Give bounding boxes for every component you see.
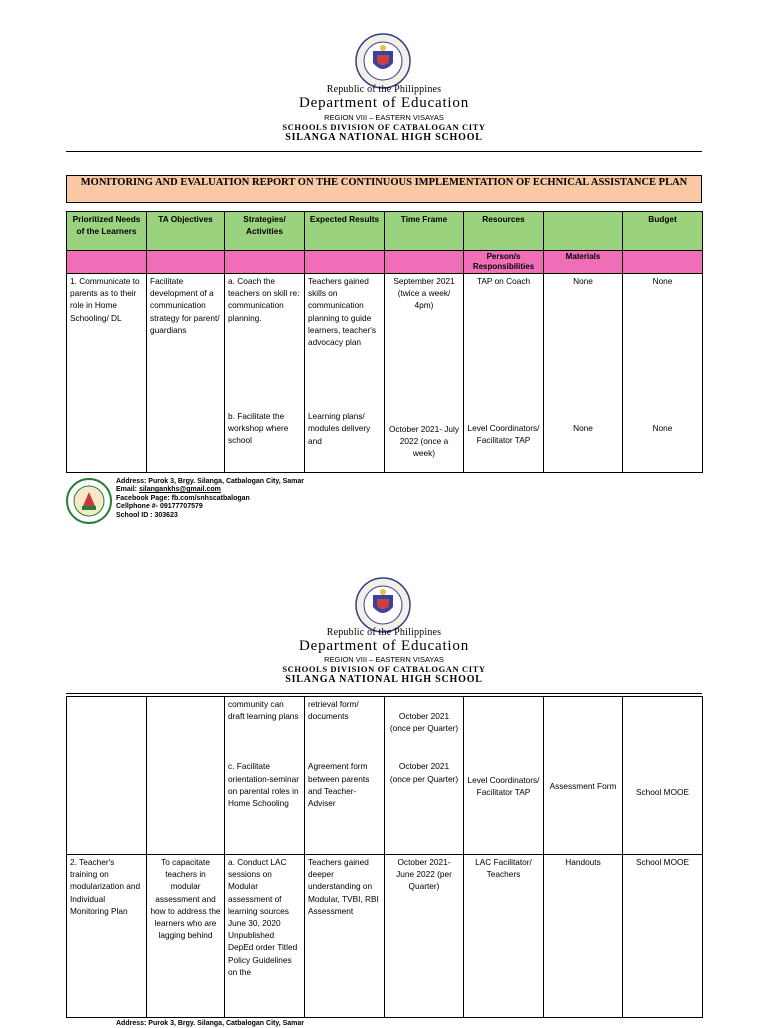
col-resources: Resources	[464, 212, 544, 251]
table-row	[67, 697, 703, 855]
school-name: SILANGA NATIONAL HIGH SCHOOL	[285, 674, 483, 685]
person-c: Level Coordinators/ Facilitator TAP	[467, 775, 540, 798]
expected-b: Learning plans/ modules delivery and	[308, 411, 371, 446]
table-row	[67, 855, 703, 1018]
expected-cell: Teachers gained deeper understanding on Modular, TVBI, RBI Assessment	[305, 855, 385, 1018]
material-cell: Handouts	[544, 855, 623, 1018]
republic-line: Republic of the Philippines	[326, 84, 442, 95]
material-b: None	[573, 423, 593, 434]
report-title: MONITORING AND EVALUATION REPORT ON THE CONTINUOUS IMPLEMENTATION OF ECHNICAL ASSISTANCE PLAN	[66, 175, 702, 203]
footer-email: Email: silangankhs@gmail.com	[116, 486, 221, 494]
budget-cell	[623, 274, 703, 473]
strategy-a: a. Coach the teachers on skill re: communication planning.	[228, 276, 300, 323]
need-cell: 1. Communicate to parents as to their role in Home Schooling/ DL	[67, 274, 147, 473]
col-strategies: Strategies/ Activities	[225, 212, 305, 251]
footer-cellphone: Cellphone #- 09177707579	[116, 503, 203, 511]
person-cell	[464, 697, 544, 855]
document-page-2	[0, 548, 768, 1027]
col-expected: Expected Results	[305, 212, 385, 251]
budget-a: None	[652, 276, 673, 286]
deped-seal-icon	[355, 33, 411, 89]
email-link[interactable]: silangankhs@gmail.com	[138, 486, 221, 494]
material-c: Assessment Form	[549, 781, 617, 791]
col-materials: Materials	[544, 251, 623, 274]
department-title: Department of Education	[298, 638, 469, 654]
footer-facebook: Facebook Page: fb.com/snhscatbalogan	[116, 494, 250, 502]
col-persons: Person/s Responsibilities	[464, 251, 544, 274]
expected-cell	[305, 697, 385, 855]
department-title: Department of Education	[298, 95, 469, 111]
col-needs: Prioritized Needs of the Learners	[67, 212, 147, 251]
strategy-b-cont: community can draft learning plans	[228, 699, 299, 722]
time-c: October 2021 (once per Quarter)	[389, 761, 459, 784]
budget-cell: School MOOE	[623, 855, 703, 1018]
table-subheader-row	[67, 251, 703, 274]
person-cell: LAC Facilitator/ Teachers	[464, 855, 544, 1018]
republic-line: Republic of the Philippines	[326, 627, 442, 638]
expected-c: Agreement form between parents and Teacher-Adviser	[308, 761, 370, 809]
expected-cell	[305, 274, 385, 473]
table-header-row	[67, 212, 703, 251]
material-cell	[544, 274, 623, 473]
person-a: TAP on Coach	[476, 276, 531, 286]
expected-a: Teachers gained skills on communication planning to guide learners, teacher's advocacy plan	[308, 276, 376, 348]
budget-c: School MOOE	[635, 787, 690, 797]
strategy-b: b. Facilitate the workshop where school	[228, 410, 289, 446]
footer-address-partial: Address: Purok 3, Brgy. Silanga, Catbalogan City, Samar	[116, 1020, 305, 1027]
material-cell	[544, 697, 623, 855]
col-budget: Budget	[623, 212, 703, 251]
budget-cell	[623, 697, 703, 855]
col-objectives: TA Objectives	[147, 212, 225, 251]
strategy-c: c. Facilitate orientation-seminar on parental roles in Home Schooling	[228, 761, 300, 809]
objective-cell: To capacitate teachers in modular assessment and how to address the learners who are lagging behind	[147, 855, 225, 1018]
deped-seal-icon	[355, 577, 411, 633]
person-cell	[464, 274, 544, 473]
person-b: Level Coordinators/ Facilitator TAP	[467, 423, 540, 446]
strategy-cell: a. Conduct LAC sessions on Modular assessment of learning sources June 30, 2020 Unpublished DepEd order Titled Policy Guidelines on the	[225, 855, 305, 1018]
ta-plan-table	[66, 211, 703, 473]
expected-b-cont: retrieval form/ documents	[308, 699, 359, 722]
header-rule	[66, 693, 702, 694]
region-line: REGION VIII – EASTERN VISAYAS	[324, 655, 444, 664]
col-timeframe: Time Frame	[385, 212, 464, 251]
timeframe-cell	[385, 274, 464, 473]
header-rule	[66, 151, 702, 152]
time-a: September 2021 (twice a week/ 4pm)	[393, 276, 455, 311]
strategy-cell	[225, 274, 305, 473]
time-b-cont: October 2021 (once per Quarter)	[389, 711, 459, 734]
budget-b: None	[652, 423, 673, 434]
col-empty	[544, 212, 623, 251]
timeframe-cell	[385, 697, 464, 855]
table-row	[67, 274, 703, 473]
strategy-cell	[225, 697, 305, 855]
division-line: SCHOOLS DIVISION OF CATBALOGAN CITY	[282, 122, 486, 132]
material-a: None	[573, 276, 593, 286]
school-logo-icon	[66, 478, 112, 524]
footer-contact	[116, 478, 304, 520]
region-line: REGION VIII – EASTERN VISAYAS	[324, 113, 444, 122]
footer-school-id: School ID : 303623	[116, 511, 178, 519]
need-cell: 2. Teacher's training on modularization and Individual Monitoring Plan	[67, 855, 147, 1018]
time-b: October 2021- July 2022 (once a week)	[388, 423, 460, 459]
timeframe-cell: October 2021- June 2022 (per Quarter)	[385, 855, 464, 1018]
ta-plan-table-continued	[66, 696, 703, 1018]
school-name: SILANGA NATIONAL HIGH SCHOOL	[285, 132, 483, 143]
division-line: SCHOOLS DIVISION OF CATBALOGAN CITY	[282, 664, 486, 674]
footer-address: Address: Purok 3, Brgy. Silanga, Catbalogan City, Samar	[116, 478, 305, 485]
objective-cell: Facilitate development of a communication strategy for parent/ guardians	[147, 274, 225, 473]
